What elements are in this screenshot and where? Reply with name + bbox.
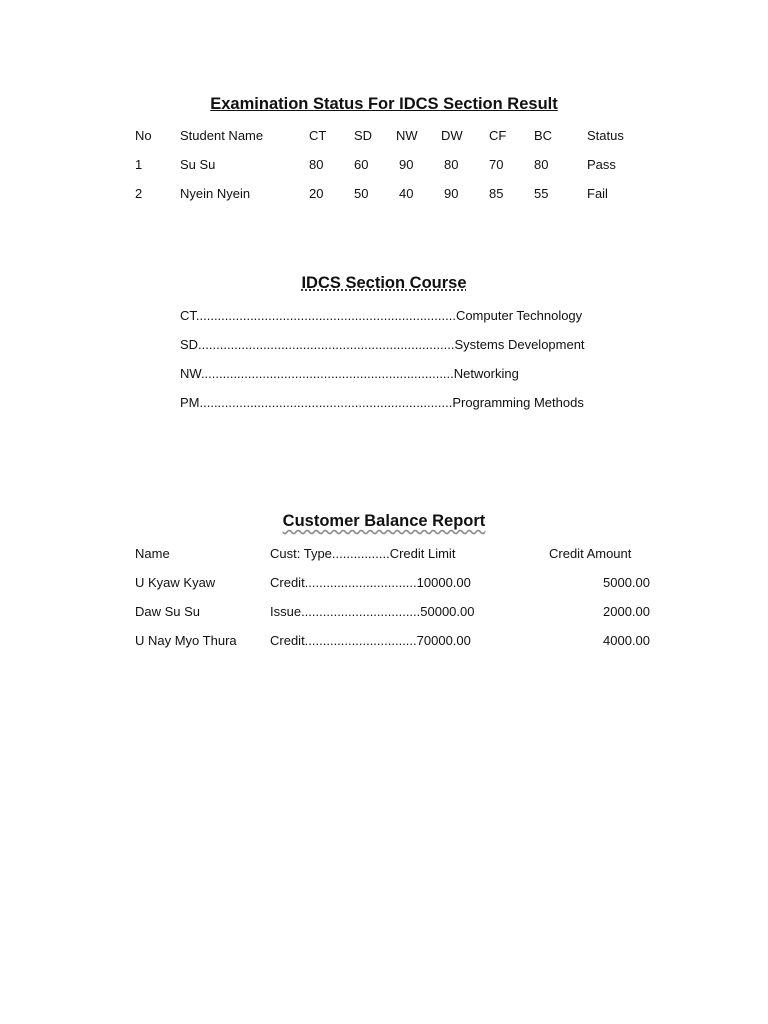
exam-cell-nw: 90 xyxy=(399,157,414,172)
customer-cell-credit-amount: 4000.00 xyxy=(603,633,650,648)
list-item: PM......................................................................Programming Methods xyxy=(180,395,584,410)
list-item: NW......................................................................Networking xyxy=(180,366,519,381)
exam-title: Examination Status For IDCS Section Result xyxy=(210,95,558,113)
customer-cell-credit-amount: 5000.00 xyxy=(603,575,650,590)
customer-header-name: Name xyxy=(135,546,170,561)
exam-cell-status: Fail xyxy=(587,186,608,201)
customer-cell-name: U Nay Myo Thura xyxy=(135,633,237,648)
exam-cell-nw: 40 xyxy=(399,186,414,201)
exam-header-nw: NW xyxy=(396,128,418,143)
customer-title: Customer Balance Report xyxy=(282,512,486,530)
exam-cell-cf: 70 xyxy=(489,157,504,172)
exam-cell-bc: 55 xyxy=(534,186,549,201)
exam-cell-sd: 60 xyxy=(354,157,369,172)
exam-cell-dw: 90 xyxy=(444,186,459,201)
customer-cell-name: Daw Su Su xyxy=(135,604,201,619)
exam-cell-sd: 50 xyxy=(354,186,369,201)
exam-cell-ct: 20 xyxy=(309,186,324,201)
exam-cell-cf: 85 xyxy=(489,186,504,201)
exam-header-student-name: Student Name xyxy=(180,128,264,143)
exam-cell-ct: 80 xyxy=(309,157,324,172)
exam-header-cf: CF xyxy=(489,128,507,143)
list-item: CT........................................................................Computer Technology xyxy=(180,308,583,323)
exam-header-dw: DW xyxy=(441,128,463,143)
exam-cell-dw: 80 xyxy=(444,157,459,172)
exam-header-ct: CT xyxy=(309,128,327,143)
exam-cell-no: 2 xyxy=(135,186,143,201)
exam-header-no: No xyxy=(135,128,152,143)
course-title: IDCS Section Course xyxy=(301,274,467,292)
customer-header-credit-amount: Credit Amount xyxy=(549,546,632,561)
exam-header-status: Status xyxy=(587,128,624,143)
exam-cell-status: Pass xyxy=(587,157,616,172)
exam-header-sd: SD xyxy=(354,128,373,143)
customer-cell-type-limit: Credit...............................10000.00 xyxy=(270,575,471,590)
exam-cell-student-name: Su Su xyxy=(180,157,216,172)
customer-cell-name: U Kyaw Kyaw xyxy=(135,575,216,590)
exam-cell-bc: 80 xyxy=(534,157,549,172)
customer-cell-credit-amount: 2000.00 xyxy=(603,604,650,619)
exam-cell-student-name: Nyein Nyein xyxy=(180,186,251,201)
exam-cell-no: 1 xyxy=(135,157,143,172)
customer-cell-type-limit: Credit...............................70000.00 xyxy=(270,633,471,648)
customer-cell-type-limit: Issue.................................50000.00 xyxy=(270,604,475,619)
exam-header-bc: BC xyxy=(534,128,553,143)
customer-header-type-limit: Cust: Type................Credit Limit xyxy=(270,546,456,561)
list-item: SD.......................................................................Systems Development xyxy=(180,337,585,352)
